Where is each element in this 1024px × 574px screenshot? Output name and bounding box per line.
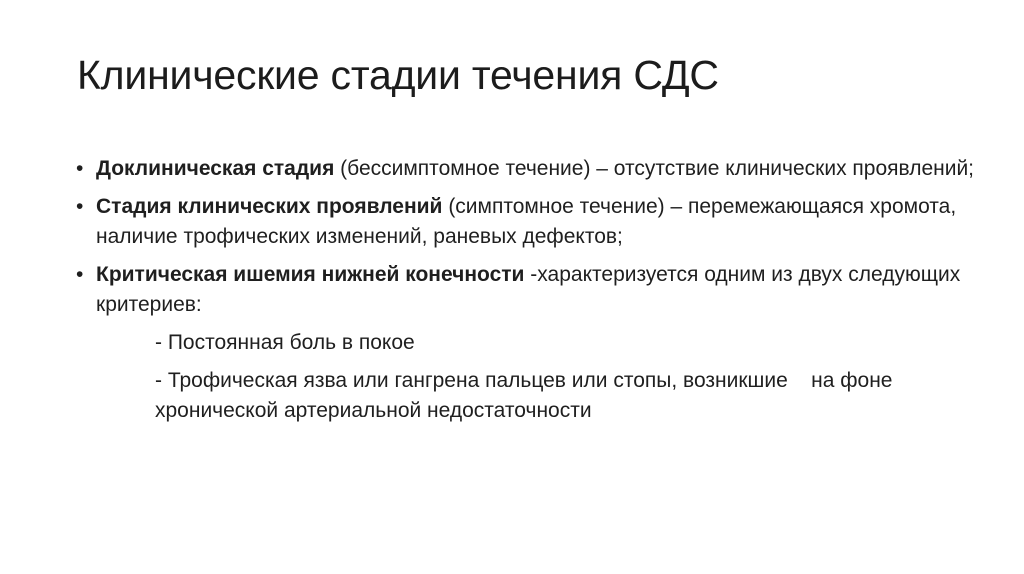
bullet-description: (бессимптомное течение) – отсутствие клинических проявлений;: [334, 157, 975, 180]
bullet-term: Доклиническая стадия: [96, 157, 335, 180]
bullet-marker: •: [76, 157, 84, 180]
criterion-rest-pain: - Постоянная боль в покое: [155, 331, 415, 354]
bullet-marker: •: [76, 263, 84, 286]
slide-content: [76, 154, 976, 434]
bullet-critical-ischemia: [76, 260, 976, 320]
criterion-trophic-ulcer: - Трофическая язва или гангрена пальцев или стопы, возникшие на фоне хронической артериальной недостаточности: [155, 369, 899, 422]
bullet-marker: •: [76, 195, 84, 218]
bullet-description: -характеризуется одним из двух следующих критериев:: [96, 263, 961, 316]
bullet-preclinical-stage: [76, 154, 976, 184]
bullet-term: Критическая ишемия нижней конечности: [96, 263, 525, 286]
bullet-clinical-stage: [76, 192, 976, 252]
slide-title: Клинические стадии течения СДС: [77, 52, 719, 98]
bullet-description: (симптомное течение) – перемежающаяся хромота, наличие трофических изменений, раневых дефектов;: [96, 195, 957, 248]
bullet-term: Стадия клинических проявлений: [96, 195, 443, 218]
